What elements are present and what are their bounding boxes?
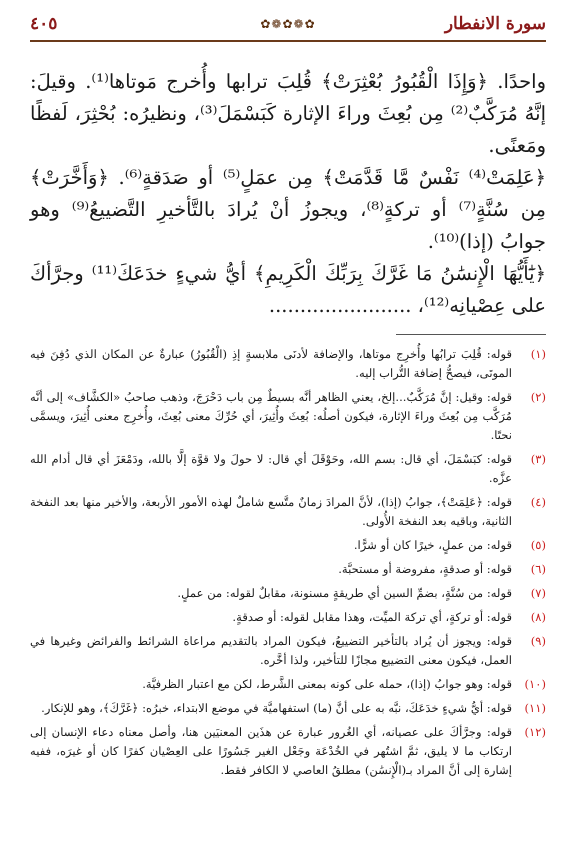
footnote-item bbox=[30, 493, 546, 531]
footnote-number: (١) bbox=[530, 347, 546, 361]
footnote-text: قوله: أو صدقةٍ، مفروضة أو مستحبَّة. bbox=[338, 562, 512, 576]
footnote-item bbox=[30, 699, 546, 718]
footnote-number: (٥) bbox=[530, 538, 546, 552]
footnote-item bbox=[30, 584, 546, 603]
ornament-divider-icon: ✿❁✿❁✿ bbox=[260, 17, 316, 31]
page-header bbox=[30, 0, 546, 44]
footnote-text: قوله: كبَسْمَلَ، أي قال: بسم الله، وحَوْقَلَ أي قال: لا حولَ ولا قوَّة إلَّا بالله، ودَمْعَزَ أي قال أدام الله عزَّه. bbox=[30, 452, 512, 485]
main-text bbox=[30, 66, 546, 322]
footnote-item bbox=[30, 388, 546, 445]
footnote-text: قوله: أيُّ شيءٍ خدَعَكَ، نبَّه به على أنَّ (ما) استفهاميَّة في موضع الابتداء، خبرُه: ﴿غَرَّكَ﴾، وهو للإنكار. bbox=[41, 701, 512, 715]
footnote-item bbox=[30, 450, 546, 488]
footnote-item bbox=[30, 345, 546, 383]
footnote-text: قوله: وقيل: إنَّ مُرَكَّبٌ...إلخ، يعني الظاهر أنَّه بسيطٌ مِن باب دَحْرَجَ، وذهب صاحبُ «الكشَّاف» إلى أنَّه مُرَكَّب مِن بُعِثَ وراءَ الإثارة، فيكون أصلُه: بُعِثَ وأُثِيرَ، أي حُرِّكَ معنى بُعِثَ، وأُخرِج معنى أُثِيرَ، ويسمَّى نحتًا. bbox=[30, 390, 512, 442]
footnote-item bbox=[30, 632, 546, 670]
footnote-text: قوله: قُلِبَ ترابُها وأُخرِج موتاها، والإضافة لأدنَى ملابسةٍ إذِ (الْقُبُورُ) عبارةٌ عن المكان الذي دُفِنَ فيه الموتَى، فيصحُّ إضافة التُّراب إليه. bbox=[30, 347, 512, 380]
footnote-text: قوله: ﴿عَلِمَتْ﴾، جوابُ (إذا)، لأنَّ المرادَ زمانٌ متَّسع شاملٌ لهذه الأمور الأربعة، والأخير منها بعد النفخة الثانية، وباقيه بعد النفخة الأُولى. bbox=[30, 495, 512, 528]
page-number: ٤٠٥ bbox=[30, 14, 58, 34]
main-paragraph-2: ﴿عَلِمَتْ⁽⁴⁾ نَفْسٌ مَّا قَدَّمَتْ﴾ مِن عمَلٍ⁽⁵⁾ أو صَدَقةٍ⁽⁶⁾. ﴿وَأَخَّرَتْ﴾ مِن سُنَّةٍ⁽⁷⁾ أو تركةٍ⁽⁸⁾، ويجوزُ أنْ يُرادَ بالتَّأخيرِ التَّضييعُ⁽⁹⁾ وهو جوابُ (إذا)⁽¹⁰⁾. bbox=[30, 166, 547, 253]
footnotes bbox=[30, 345, 546, 780]
surah-title: سورة الانفطار bbox=[444, 14, 546, 34]
footnote-separator bbox=[396, 334, 546, 335]
footnote-number: (٦) bbox=[530, 562, 546, 576]
footnote-item bbox=[30, 723, 546, 780]
footnote-number: (٤) bbox=[530, 495, 546, 509]
footnote-text: قوله: وجرَّأكَ على عصيانه، أي الغُرور عبارة عن هذَين المعنيَين هنا، وأصل معناه دعاء الإنسان إلى ارتكاب ما لا يليق، ثمَّ اشتُهر في الخُدْعَة وجَعْل الغير جَسُورًا على العِصْيان كفرًا كان أو غيرَه، ففيه إشارة إلى أنَّ المراد بـ(الْإِنسَٰن) مطلقُ العاصي لا الكافر فقط. bbox=[30, 725, 512, 777]
footnote-number: (٣) bbox=[530, 452, 546, 466]
footnote-text: قوله: من سُنَّةٍ، بضمِّ السين أي طريقةٍ مسنونة، مقابلٌ لقوله: من عملٍ. bbox=[177, 586, 512, 600]
footnote-number: (٢) bbox=[530, 390, 546, 404]
footnote-text: قوله: وهو جوابُ (إذا)، حمله على كونه بمعنى الشَّرط، لكن مع اعتبار الظرفيَّة. bbox=[142, 677, 512, 691]
footnote-item bbox=[30, 608, 546, 627]
footnote-number: (٨) bbox=[530, 610, 546, 624]
footnote-item bbox=[30, 560, 546, 579]
footnote-number: (١٠) bbox=[524, 677, 546, 691]
footnote-number: (٩) bbox=[530, 634, 546, 648]
footnote-text: قوله: ويجوز أن يُراد بالتأخير التضييعُ، فيكون المراد بالتقديم مراعاة الشرائط والفرائض وغيرها في العمل، فيكون معنى التضييع مجازًا للتأخير، ولذا أخَّره. bbox=[30, 634, 512, 667]
footnote-text: قوله: من عملٍ، خيرًا كان أو شرًّا. bbox=[353, 538, 512, 552]
main-paragraph-1: واحدًا. ﴿وَإِذَا الْقُبُورُ بُعْثِرَتْ﴾ قُلِبَ ترابها وأُخرج مَوتاها⁽¹⁾. وقيلَ: إنَّهُ مُرَكَّبٌ⁽²⁾ مِن بُعِثَ وراءَ الإثارة كَبَسْمَلَ⁽³⁾، ونظيرُه: بُحْثِرَ، لَفظًا ومَعنًى. bbox=[30, 70, 546, 157]
footnote-number: (٧) bbox=[530, 586, 546, 600]
footnote-text: قوله: أو تركةٍ، أي تركة الميِّت، وهذا مقابل لقوله: أو صدقةٍ. bbox=[232, 610, 512, 624]
footnote-number: (١٢) bbox=[524, 725, 546, 739]
footnote-item bbox=[30, 536, 546, 555]
footnote-item bbox=[30, 675, 546, 694]
footnote-number: (١١) bbox=[524, 701, 546, 715]
main-paragraph-3: ﴿يَٰٓأَيُّهَا الْإِنسَٰنُ مَا غَرَّكَ بِرَبِّكَ الْكَرِيمِ﴾ أيُّ شيءٍ خدَعَكَ⁽¹¹⁾ وجرَّأكَ على عِصْيانِه⁽¹²⁾، ....................... bbox=[30, 262, 546, 317]
header-rule bbox=[30, 40, 546, 42]
